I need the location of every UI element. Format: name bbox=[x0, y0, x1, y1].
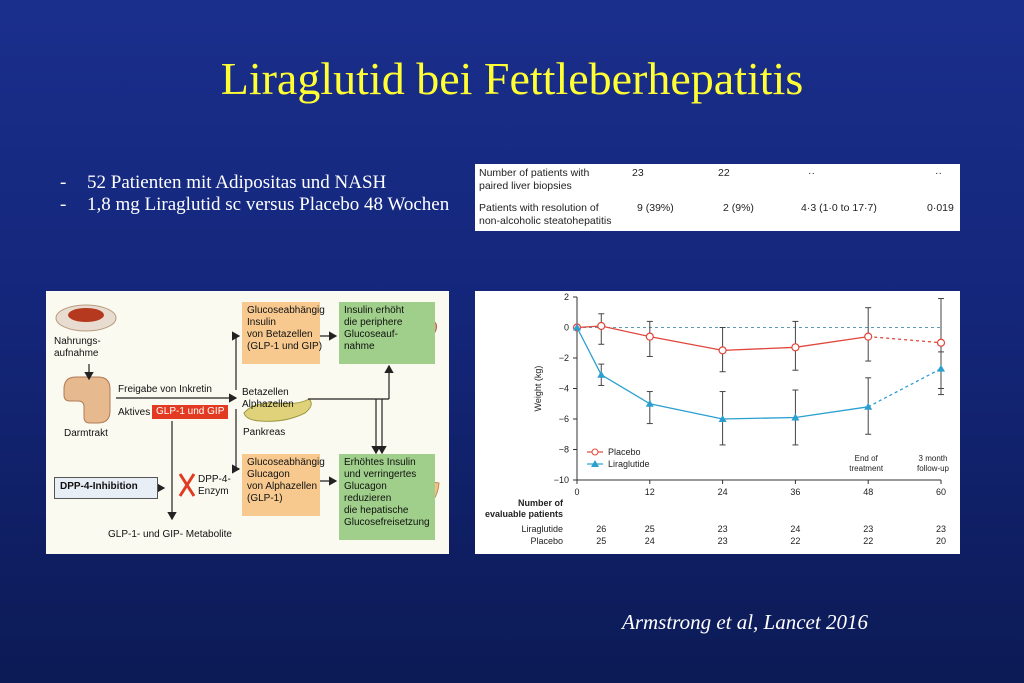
data-point bbox=[938, 339, 945, 346]
evaluable-header: evaluable patients bbox=[484, 509, 563, 519]
evaluable-count: 25 bbox=[596, 536, 607, 546]
data-point bbox=[646, 333, 653, 340]
evaluable-count: 24 bbox=[790, 524, 801, 534]
evaluable-count: 20 bbox=[935, 536, 947, 546]
glucose-glucagon-box: Glucoseabhängig Glucagon von Alphazellen (GLP-1) bbox=[242, 454, 320, 516]
bullet-item bbox=[60, 172, 460, 194]
table-row-label bbox=[479, 202, 612, 228]
data-point bbox=[719, 347, 726, 354]
bullet-list bbox=[60, 172, 460, 216]
freigabe-label: Freigabe von Inkretin bbox=[118, 384, 212, 395]
x-tick-label: 36 bbox=[790, 487, 801, 497]
legend-label: Liraglutide bbox=[608, 459, 650, 469]
bullet-marker: - bbox=[60, 172, 67, 193]
series-line-followup bbox=[868, 369, 941, 407]
legend-swatch bbox=[592, 449, 598, 455]
betazellen-label: Betazellen Alphazellen bbox=[242, 387, 294, 410]
y-axis-label: Weight (kg) bbox=[533, 365, 543, 412]
data-point bbox=[937, 365, 945, 372]
bullet-text: 1,8 mg Liraglutid sc versus Placebo 48 Wochen bbox=[87, 194, 450, 215]
x-tick-label: 48 bbox=[863, 487, 874, 497]
table-cell: 2 (9%) bbox=[723, 202, 754, 214]
annotation-end-of-treatment: End of bbox=[854, 454, 878, 463]
dpp4-inhibition-box: DPP-4-Inhibition bbox=[54, 477, 158, 499]
y-tick-label: −10 bbox=[553, 475, 569, 485]
results-table bbox=[475, 164, 960, 231]
table-cell: ·· bbox=[935, 167, 942, 179]
y-tick-label: −8 bbox=[558, 444, 569, 455]
x-tick-label: 60 bbox=[935, 487, 947, 497]
y-tick-label: 0 bbox=[563, 322, 569, 333]
table-cell: paired liver biopsies bbox=[479, 180, 572, 192]
table-cell: 23 bbox=[632, 167, 644, 179]
table-cell: 9 (39%) bbox=[637, 202, 674, 214]
weight-chart bbox=[475, 291, 960, 554]
table-cell: 4·3 (1·0 to 17·7) bbox=[801, 202, 877, 214]
legend-label: Placebo bbox=[608, 447, 641, 457]
table-cell: 0·019 bbox=[927, 202, 954, 214]
table-cell: ·· bbox=[808, 167, 815, 179]
evaluable-row-label: Placebo bbox=[530, 536, 563, 546]
darmtrakt-label: Darmtrakt bbox=[64, 428, 108, 439]
table-cell: 22 bbox=[718, 167, 730, 179]
table-cell: Patients with resolution of bbox=[479, 202, 599, 214]
incretin-diagram bbox=[46, 291, 449, 554]
evaluable-count: 23 bbox=[717, 524, 728, 534]
table-cell: non-alcoholic steatohepatitis bbox=[479, 215, 612, 227]
y-tick-label: 2 bbox=[563, 292, 569, 302]
data-point bbox=[597, 371, 605, 378]
y-tick-label: −2 bbox=[558, 353, 569, 363]
data-point bbox=[792, 344, 799, 351]
data-point bbox=[598, 322, 605, 329]
evaluable-count: 22 bbox=[790, 536, 801, 546]
annotation-followup: follow-up bbox=[916, 464, 950, 473]
bullet-item bbox=[60, 194, 460, 216]
gut-icon bbox=[64, 377, 110, 423]
evaluable-count: 23 bbox=[935, 524, 947, 534]
x-tick-label: 0 bbox=[574, 487, 580, 497]
table-row-label bbox=[479, 167, 589, 193]
x-tick-label: 24 bbox=[717, 487, 728, 497]
series-line-followup bbox=[868, 337, 941, 343]
x-tick-label: 12 bbox=[644, 487, 655, 497]
evaluable-count: 23 bbox=[717, 536, 728, 546]
aktives-label: Aktives bbox=[118, 407, 151, 418]
evaluable-count: 24 bbox=[644, 536, 655, 546]
evaluable-count: 22 bbox=[863, 536, 874, 546]
bullet-text: 52 Patienten mit Adipositas und NASH bbox=[87, 172, 387, 193]
food-plate-icon bbox=[68, 308, 104, 322]
evaluable-count: 23 bbox=[863, 524, 874, 534]
weight-chart-svg bbox=[475, 291, 960, 554]
hepatic-glucose-box: Erhöhtes Insulin und verringertes Glucagon reduzieren die hepatische Glucosefreisetzung bbox=[339, 454, 435, 540]
inhibition-x-icon bbox=[180, 474, 194, 496]
glp1-gip-badge: GLP-1 und GIP bbox=[152, 405, 228, 419]
table-cell: Number of patients with bbox=[479, 167, 590, 179]
annotation-end-of-treatment: treatment bbox=[849, 464, 884, 473]
y-tick-label: −6 bbox=[558, 414, 569, 424]
slide-title: Liraglutid bei Fettleberhepatitis bbox=[220, 53, 804, 104]
data-point bbox=[646, 400, 654, 407]
evaluable-count: 26 bbox=[596, 524, 607, 534]
nahrungsaufnahme-label: Nahrungs- aufnahme bbox=[54, 336, 101, 359]
annotation-followup: 3 month bbox=[918, 454, 948, 463]
data-point bbox=[865, 333, 872, 340]
pankreas-label: Pankreas bbox=[243, 427, 286, 438]
evaluable-count: 25 bbox=[644, 524, 655, 534]
metabolite-label: GLP-1- und GIP- Metabolite bbox=[108, 529, 232, 540]
evaluable-header: Number of bbox=[518, 498, 563, 508]
citation: Armstrong et al, Lancet 2016 bbox=[622, 610, 868, 634]
bullet-marker: - bbox=[60, 194, 67, 215]
dpp4-enzym-label: DPP-4- Enzym bbox=[198, 474, 231, 497]
insulin-uptake-box: Insulin erhöht die periphere Glucoseauf- nahme bbox=[339, 302, 435, 364]
evaluable-row-label: Liraglutide bbox=[521, 524, 563, 534]
data-point bbox=[864, 403, 872, 410]
y-tick-label: −4 bbox=[558, 383, 569, 394]
glucose-insulin-box: Glucoseabhängig Insulin von Betazellen (GLP-1 und GIP) bbox=[242, 302, 320, 364]
